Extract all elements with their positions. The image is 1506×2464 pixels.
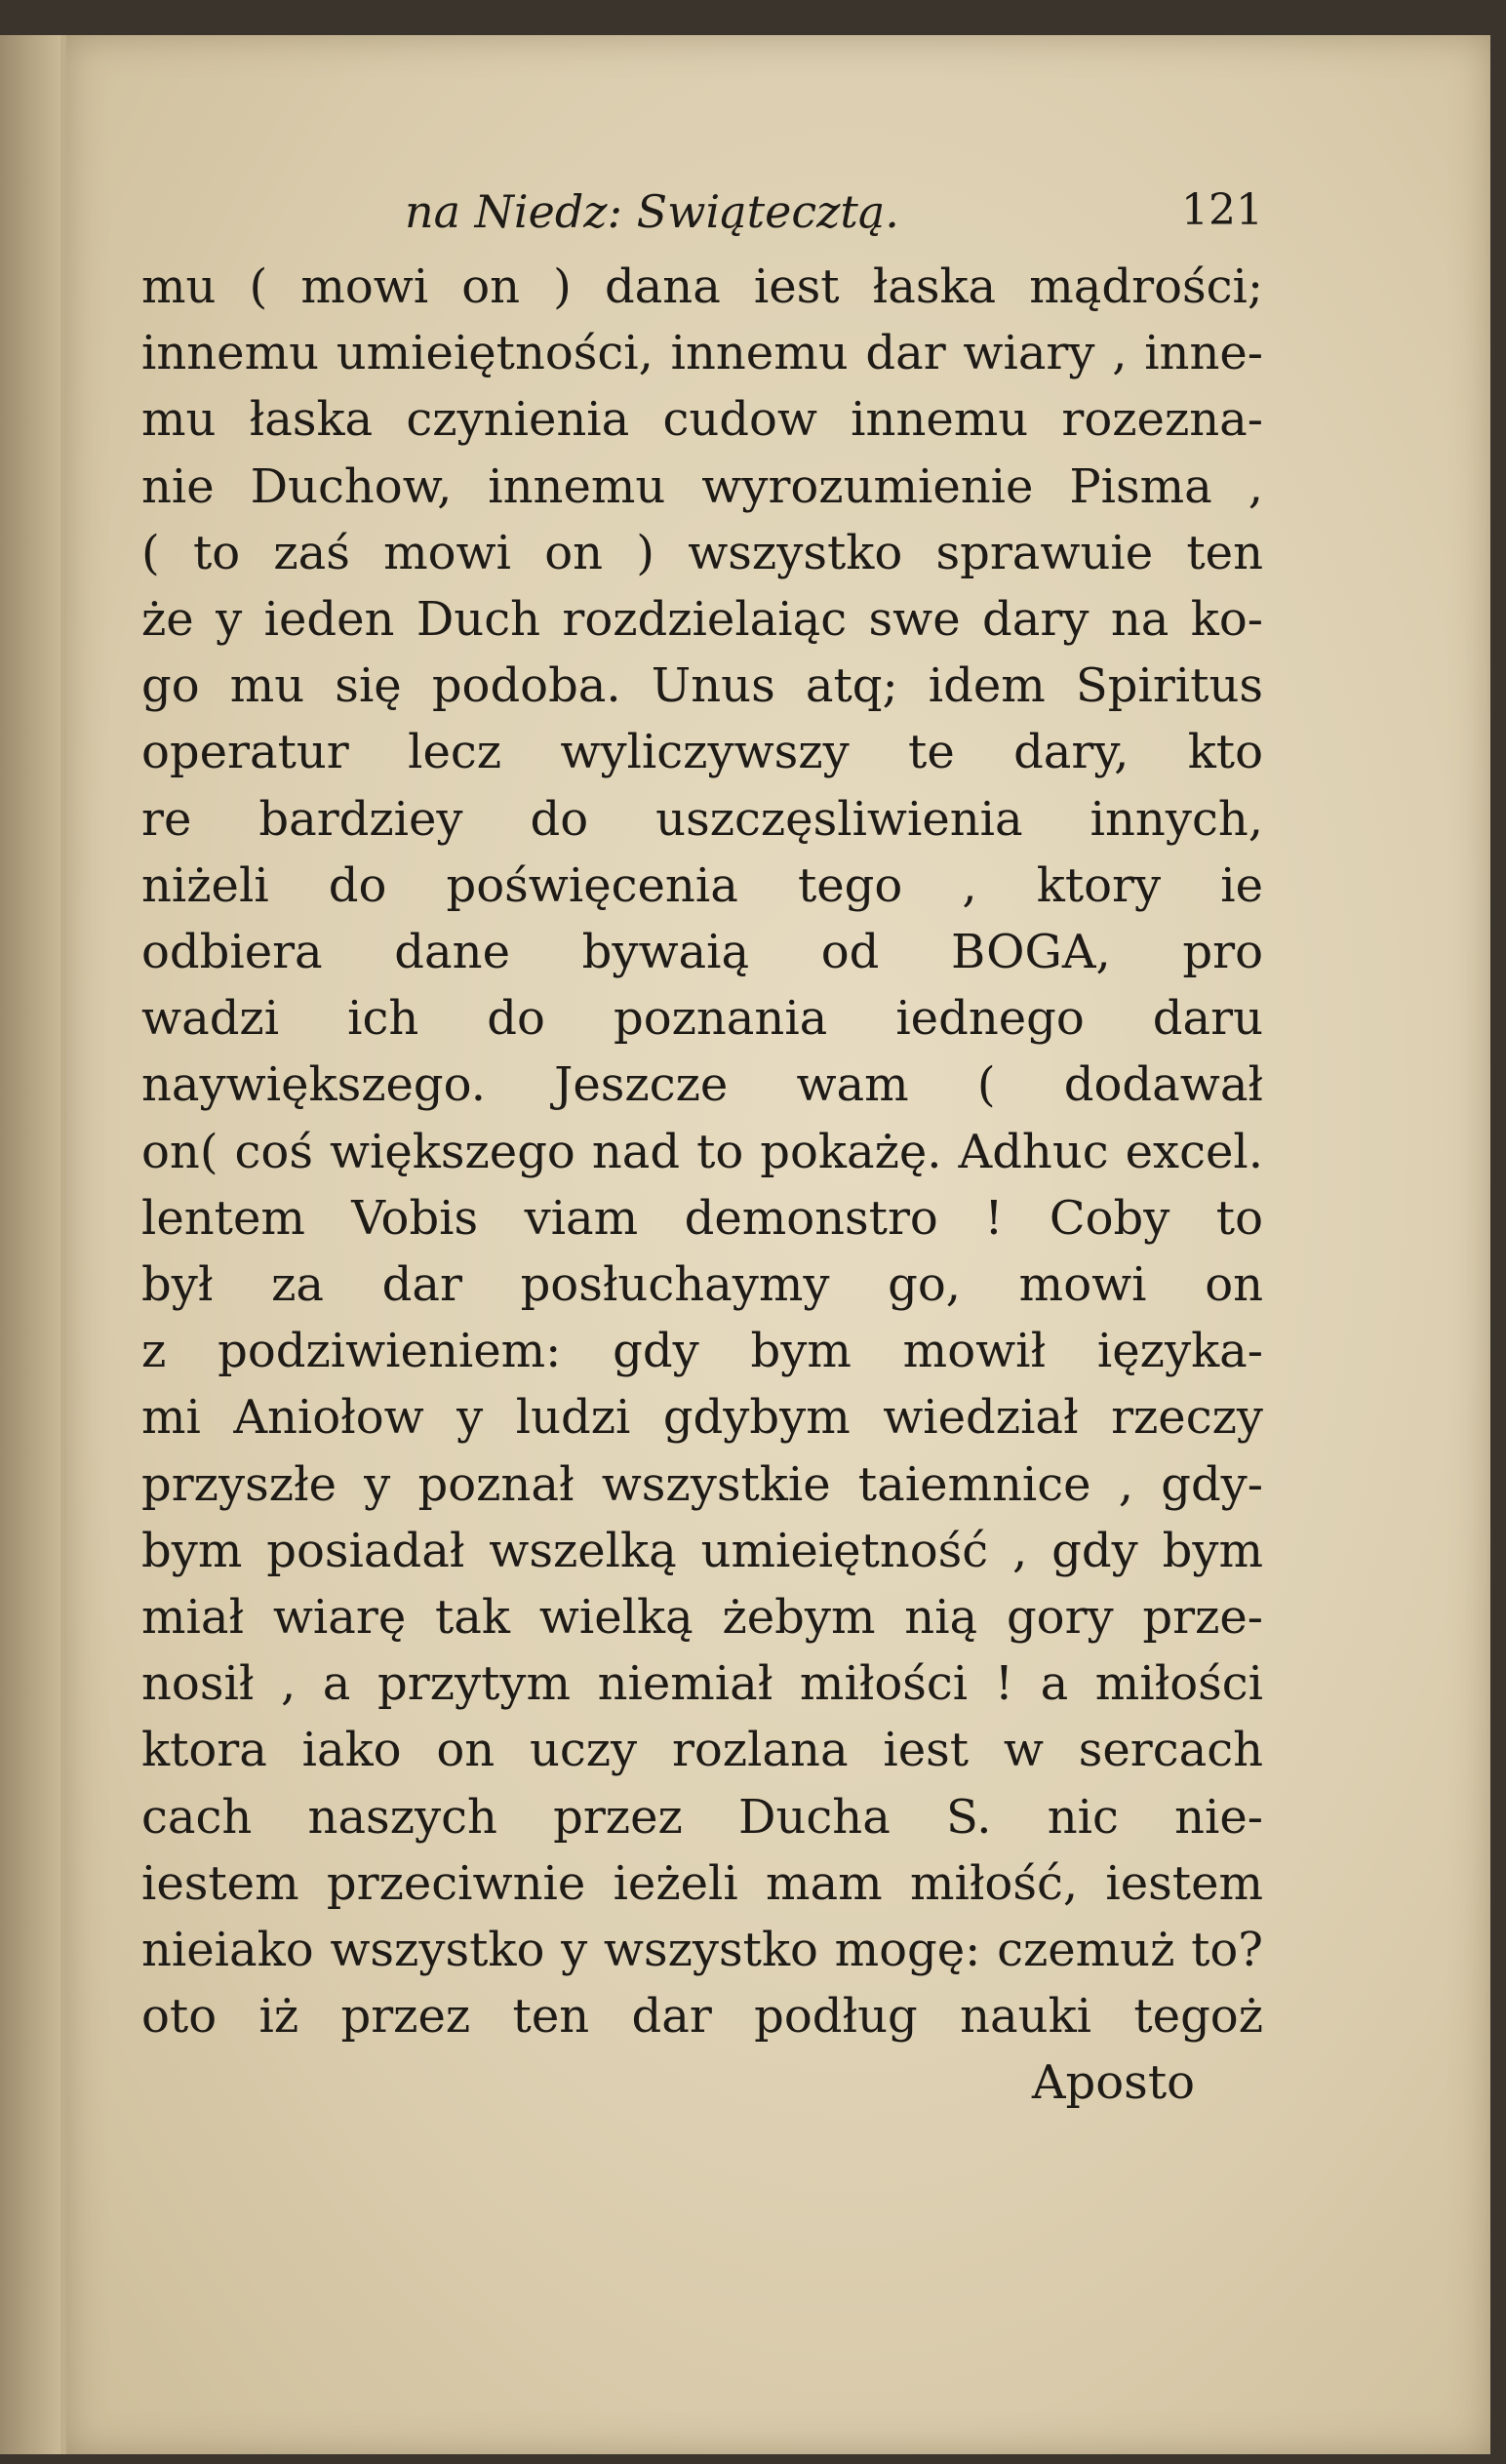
text-line: nosił , a przytym niemiał miłości ! a miłości	[141, 1656, 1263, 1712]
text-line: ( to zaś mowi on ) wszystko sprawuie ten	[141, 525, 1263, 580]
text-line: ktora iako on uczy rozlana iest w sercach	[141, 1723, 1263, 1778]
text-line: nie Duchow, innemu wyrozumienie Pisma ,	[141, 458, 1263, 514]
text-line: miał wiarę tak wielką żebym nią gory prze-	[141, 1590, 1263, 1646]
text-line: nieiako wszystko y wszystko mogę: czemuż to?	[141, 1923, 1263, 1978]
text-line: go mu się podoba. Unus atq; idem Spiritus	[141, 658, 1263, 714]
text-line: był za dar posłuchaymy go, mowi on	[141, 1257, 1263, 1313]
text-line: z podziwieniem: gdy bym mowił ięzyka-	[141, 1324, 1263, 1379]
text-line: naywiększego. Jeszcze wam ( dodawał	[141, 1057, 1263, 1113]
text-line: innemu umieiętności, innemu dar wiary , inne-	[141, 326, 1263, 381]
catchword: Aposto	[1031, 2055, 1195, 2111]
text-line: bym posiadał wszelką umieiętność , gdy bym	[141, 1523, 1263, 1578]
text-line: że y ieden Duch rozdzielaiąc swe dary na ko-	[141, 592, 1263, 648]
running-title: na Niedz: Swiątecztą.	[405, 185, 899, 238]
text-line: lentem Vobis viam demonstro ! Coby to	[141, 1190, 1263, 1246]
text-line: mu ( mowi on ) dana iest łaska mądrości;	[141, 259, 1263, 314]
text-line: cach naszych przez Ducha S. nic nie-	[141, 1789, 1263, 1845]
text-line: niżeli do poświęcenia tego , ktory ie	[141, 857, 1263, 913]
text-line: odbiera dane bywaią od BOGA, pro	[141, 925, 1263, 980]
book-gutter	[0, 35, 60, 2454]
text-line: wadzi ich do poznania iednego daru	[141, 991, 1263, 1047]
text-line: oto iż przez ten dar podług nauki tegoż	[141, 1989, 1263, 2045]
text-line: iestem przeciwnie ieżeli mam miłość, iestem	[141, 1855, 1263, 1911]
text-line: operatur lecz wyliczywszy te dary, kto	[141, 725, 1263, 780]
text-line: przyszłe y poznał wszystkie taiemnice , gdy-	[141, 1456, 1263, 1512]
page-number: 121	[1181, 185, 1263, 235]
text-line: mu łaska czynienia cudow innemu rozezna-	[141, 392, 1263, 448]
text-line: re bardziey do uszczęsliwienia innych,	[141, 791, 1263, 847]
text-line: on( coś większego nad to pokażę. Adhuc excel.	[141, 1124, 1263, 1179]
text-line: mi Aniołow y ludzi gdybym wiedział rzeczy	[141, 1390, 1263, 1446]
running-head	[141, 185, 1263, 254]
page-text	[141, 185, 1263, 2117]
